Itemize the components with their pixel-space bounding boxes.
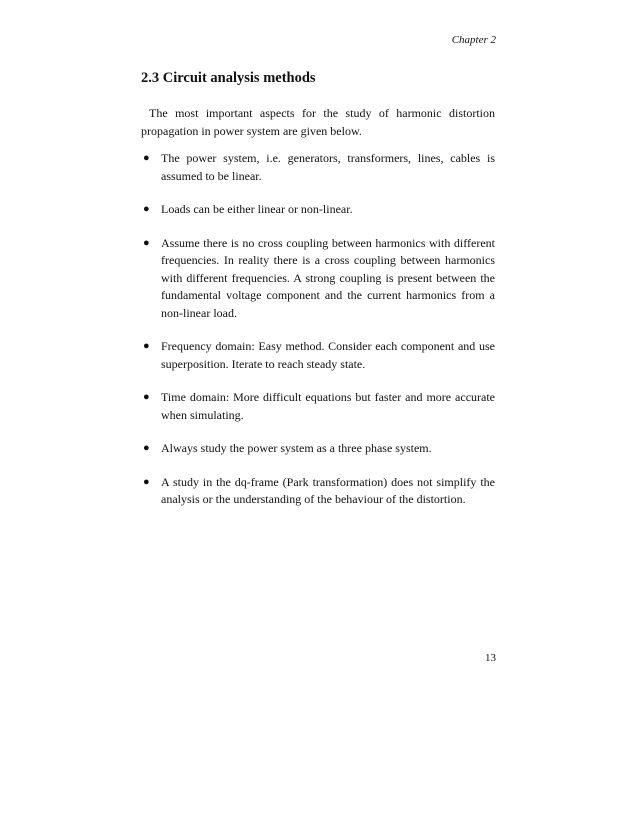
bullet-icon: ● bbox=[143, 236, 150, 249]
bullet-icon: ● bbox=[143, 442, 150, 454]
list-item bbox=[141, 201, 495, 219]
list-item-text: A study in the dq-frame (Park transformation) does not simplify the analysis or the understanding of the behaviour of the distortion. bbox=[161, 474, 495, 506]
list-item bbox=[141, 150, 495, 185]
list-item bbox=[141, 338, 495, 373]
bullet-icon: ● bbox=[143, 475, 150, 488]
list-item-text: Always study the power system as a three phase system. bbox=[161, 441, 432, 455]
bullet-icon: ● bbox=[143, 203, 150, 215]
bullet-icon: ● bbox=[143, 340, 150, 352]
intro-paragraph: The most important aspects for the study of harmonic distortion propagation in power system are given below. bbox=[141, 106, 495, 138]
section-title: 2.3 Circuit analysis methods bbox=[141, 70, 316, 86]
page-number: 13 bbox=[485, 652, 496, 664]
list-item bbox=[141, 474, 495, 509]
list-item bbox=[141, 440, 495, 458]
list-item-text: Loads can be either linear or non-linear. bbox=[161, 202, 353, 216]
bullet-list bbox=[141, 150, 495, 525]
list-item-text: Frequency domain: Easy method. Consider each component and use superposition. Iterate to reach steady state. bbox=[161, 339, 495, 371]
bullet-icon: ● bbox=[143, 152, 150, 164]
chapter-header: Chapter 2 bbox=[451, 34, 496, 46]
list-item-text: Time domain: More difficult equations but faster and more accurate when simulating. bbox=[161, 390, 495, 422]
bullet-icon: ● bbox=[143, 391, 150, 403]
list-item bbox=[141, 235, 495, 323]
list-item-text: The power system, i.e. generators, transformers, lines, cables is assumed to be linear. bbox=[161, 151, 495, 183]
list-item-text: Assume there is no cross coupling between harmonics with different frequencies. In reality there is a cross coupling between harmonics with different frequencies. A strong coupling is present between the fundamental voltage component and the current harmonics from a non-linear load. bbox=[161, 235, 495, 320]
list-item bbox=[141, 389, 495, 424]
